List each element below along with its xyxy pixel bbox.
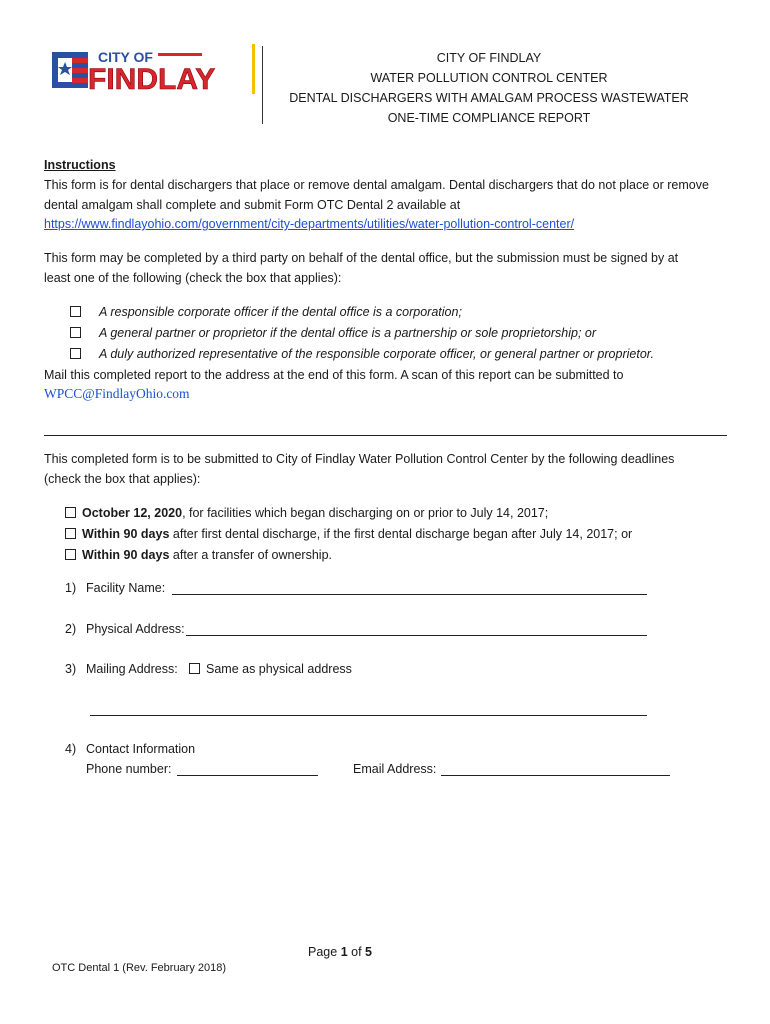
facility-name-field[interactable] xyxy=(172,594,647,595)
document-header xyxy=(280,48,698,128)
mail-instruction: Mail this completed report to the address at the end of this form. A scan of this report can be submitted to xyxy=(44,368,624,382)
form-identifier: OTC Dental 1 (Rev. February 2018) xyxy=(52,962,227,974)
instructions-p1-line1: This form is for dental dischargers that place or remove dental amalgam. Dental dischargers that do not place or remove xyxy=(44,178,709,192)
checkbox-deadline-2[interactable] xyxy=(65,528,76,539)
same-address-label: Same as physical address xyxy=(206,662,352,676)
deadline-bold: Within 90 days xyxy=(82,548,170,562)
deadline-text: after first dental discharge, if the first dental discharge began after July 14, 2017; or xyxy=(169,527,633,541)
logo-top-text: CITY OF xyxy=(98,49,153,65)
email-address-label: Email Address: xyxy=(353,762,437,776)
city-logo xyxy=(52,44,260,94)
email-link[interactable]: WPCC@FindlayOhio.com xyxy=(44,386,190,401)
field-3-number: 3) xyxy=(65,662,77,676)
deadline-option-1 xyxy=(65,503,548,523)
header-line-1: CITY OF FINDLAY xyxy=(436,51,542,65)
section-divider xyxy=(44,435,727,436)
deadline-bold: Within 90 days xyxy=(82,527,170,541)
mailing-address-field[interactable] xyxy=(90,715,647,716)
physical-address-field[interactable] xyxy=(186,635,647,636)
signer-option-partner xyxy=(70,323,596,343)
findlay-url-link[interactable]: https://www.findlayohio.com/government/city-departments/utilities/water-pollution-control-center/ xyxy=(44,217,575,231)
deadline-text: , for facilities which began discharging on or prior to July 14, 2017; xyxy=(182,506,549,520)
same-as-physical-option xyxy=(189,659,352,679)
header-line-3: DENTAL DISCHARGERS WITH AMALGAM PROCESS WASTEWATER xyxy=(289,91,689,105)
deadline-option-2 xyxy=(65,524,632,544)
signer-option-representative xyxy=(70,344,654,364)
field-1-number: 1) xyxy=(65,581,77,595)
page-number: 1 xyxy=(340,945,348,959)
page-indicator xyxy=(300,945,380,959)
phone-field[interactable] xyxy=(177,775,318,776)
email-address-field[interactable] xyxy=(441,775,670,776)
contact-info-label: Contact Information xyxy=(86,742,196,756)
physical-address-label: Physical Address: xyxy=(86,622,185,636)
checkbox-authorized-rep[interactable] xyxy=(70,348,81,359)
deadlines-line1: This completed form is to be submitted to City of Findlay Water Pollution Control Center by the following deadlines xyxy=(44,452,675,466)
page-total: 5 xyxy=(365,945,372,959)
facility-name-label: Facility Name: xyxy=(86,581,166,595)
phone-label: Phone number: xyxy=(86,762,172,776)
header-line-4: ONE-TIME COMPLIANCE REPORT xyxy=(387,111,591,125)
instructions-p1-line2: dental amalgam shall complete and submit Form OTC Dental 2 available at xyxy=(44,198,461,212)
mailing-address-label: Mailing Address: xyxy=(86,662,178,676)
instructions-p2-line1: This form may be completed by a third party on behalf of the dental office, but the submission must be signed by at xyxy=(44,251,679,265)
deadline-text: after a transfer of ownership. xyxy=(169,548,333,562)
option-label: A responsible corporate officer if the dental office is a corporation; xyxy=(99,305,462,319)
deadline-bold: October 12, 2020 xyxy=(82,506,183,520)
logo-main-text: FINDLAY xyxy=(88,63,216,94)
field-2-number: 2) xyxy=(65,622,77,636)
option-label: A general partner or proprietor if the dental office is a partnership or sole proprietorship; or xyxy=(99,326,597,340)
signer-option-corporate xyxy=(70,302,462,322)
field-4-number: 4) xyxy=(65,742,77,756)
logo-divider xyxy=(262,46,263,124)
checkbox-same-address[interactable] xyxy=(189,663,200,674)
checkbox-general-partner[interactable] xyxy=(70,327,81,338)
option-label: A duly authorized representative of the responsible corporate officer, or general partner or proprietor. xyxy=(99,347,654,361)
deadlines-line2: (check the box that applies): xyxy=(44,472,201,486)
page-prefix: Page xyxy=(308,945,341,959)
deadline-option-3 xyxy=(65,545,332,565)
instructions-heading: Instructions xyxy=(44,158,116,172)
header-line-2: WATER POLLUTION CONTROL CENTER xyxy=(370,71,608,85)
instructions-p2-line2: least one of the following (check the box that applies): xyxy=(44,271,342,285)
page-of: of xyxy=(347,945,366,959)
checkbox-deadline-1[interactable] xyxy=(65,507,76,518)
checkbox-deadline-3[interactable] xyxy=(65,549,76,560)
checkbox-corporate-officer[interactable] xyxy=(70,306,81,317)
